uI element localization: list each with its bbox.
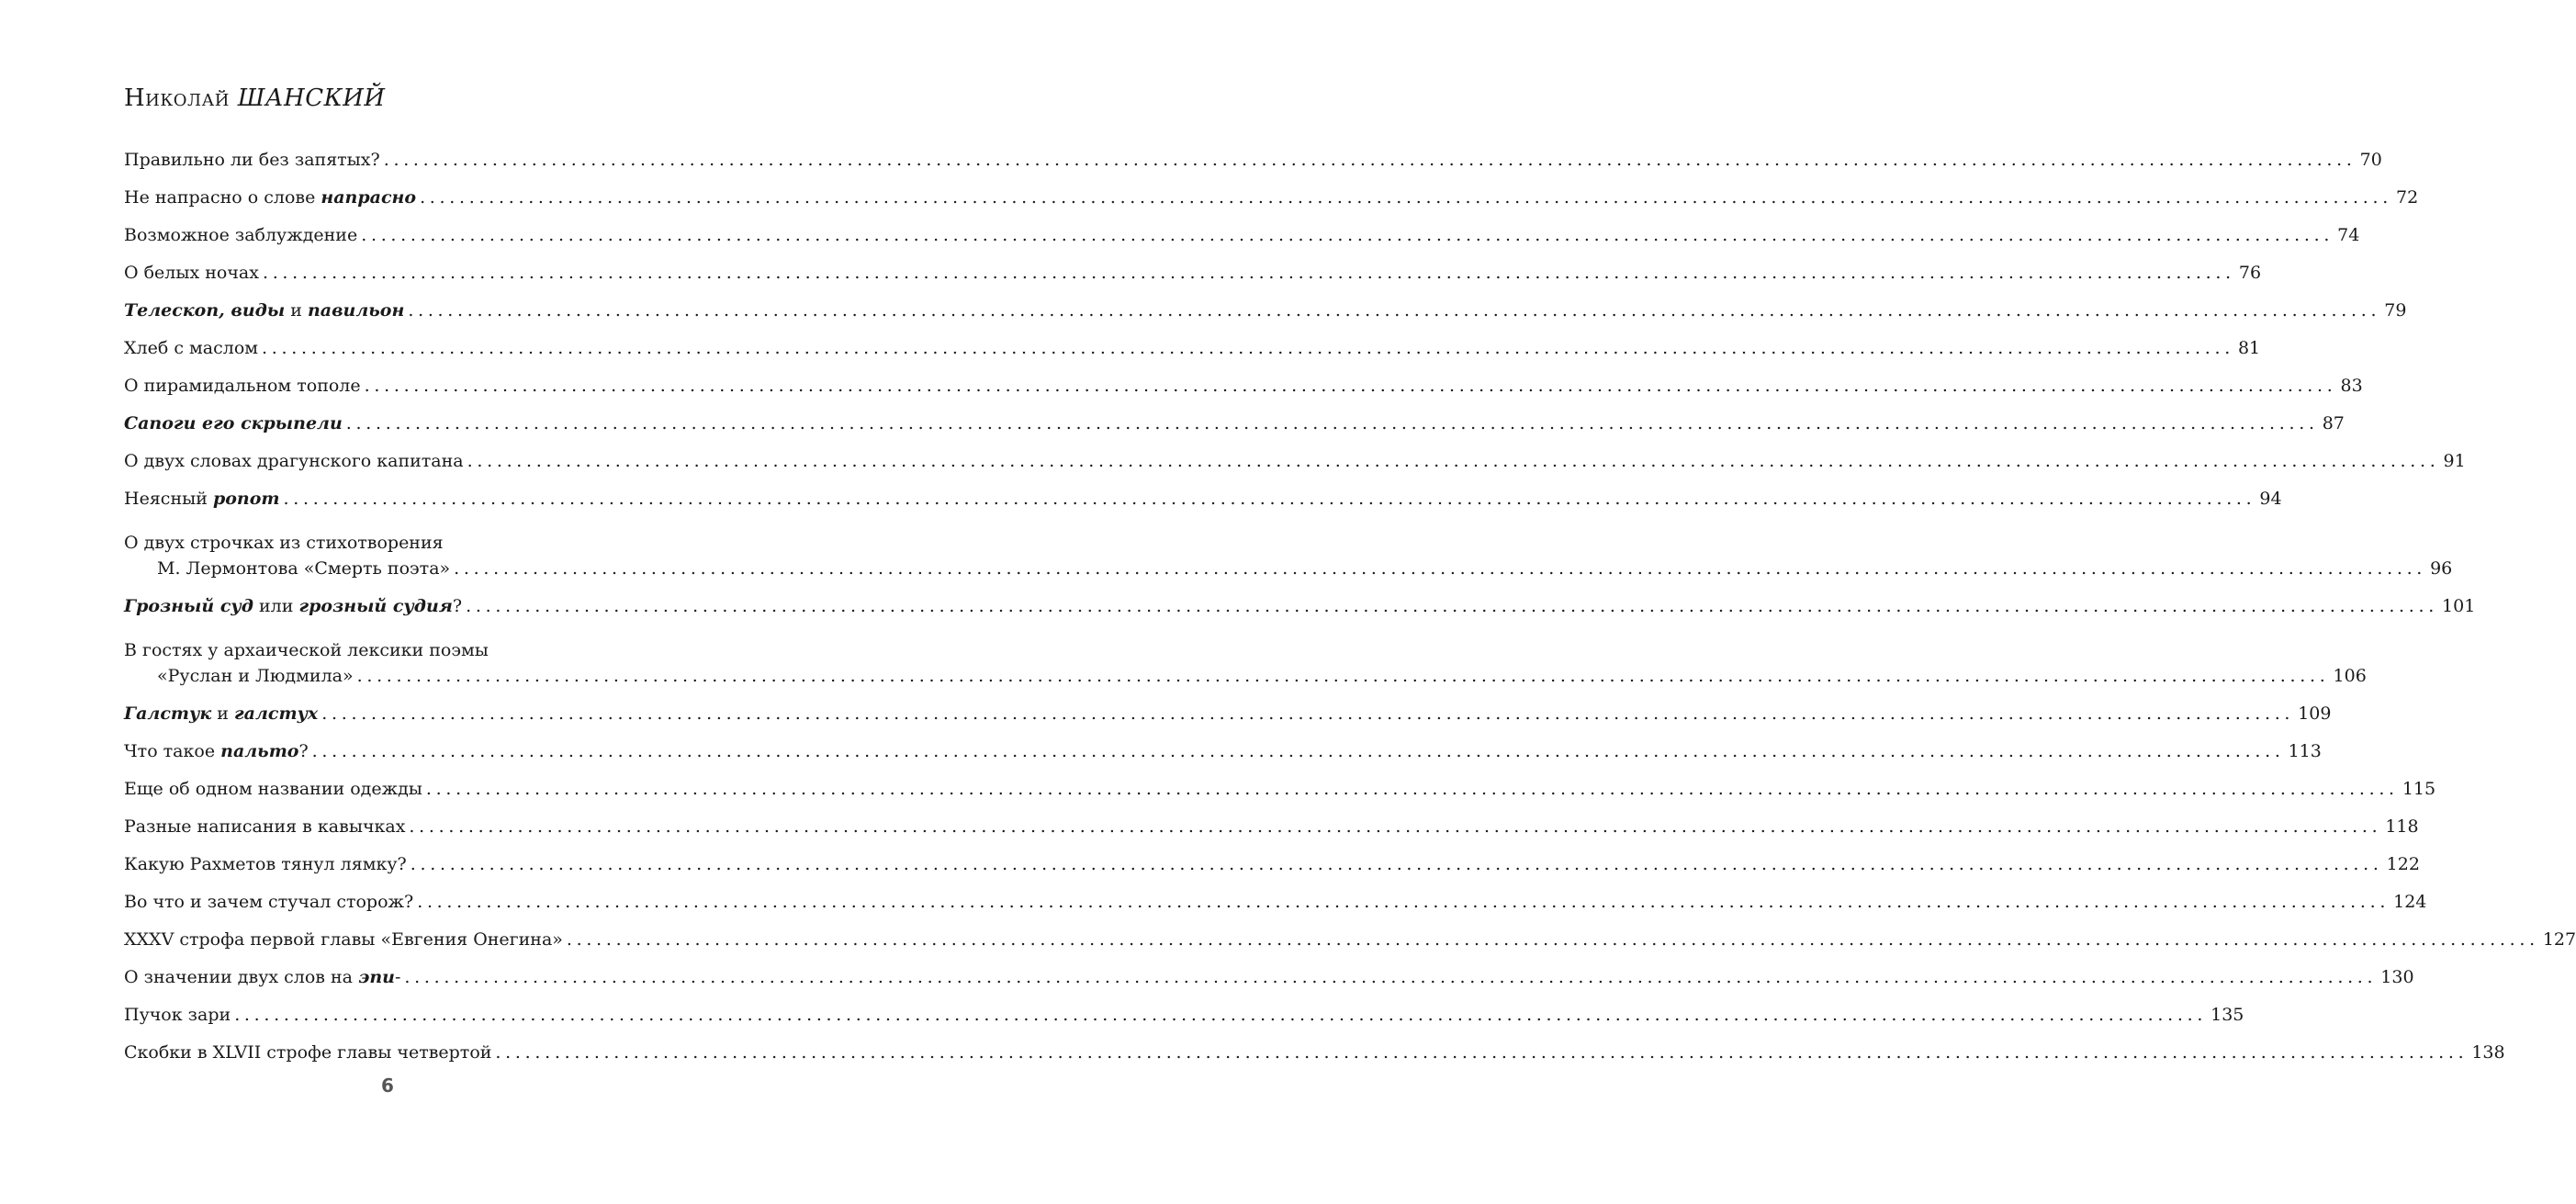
title-text: О значении двух слов на <box>124 967 359 987</box>
dot-leader: ........................................................................................................................................................................................................ <box>361 225 2334 245</box>
toc-entry <box>124 411 2345 436</box>
toc-entry-page: 91 <box>2443 451 2466 471</box>
toc-entry-title <box>124 776 422 802</box>
toc-entry <box>124 486 2282 512</box>
dot-leader: ........................................................................................................................................................................................................ <box>404 967 2378 987</box>
toc-entry-page: 109 <box>2298 703 2332 724</box>
title-emphasis: галстух <box>233 703 319 724</box>
toc-entry-line <box>124 889 2427 915</box>
dot-leader: ........................................................................................................................................................................................................ <box>495 1042 2469 1063</box>
toc-entry <box>124 927 2576 952</box>
toc-entry-page: 96 <box>2430 558 2453 579</box>
title-text: Не напрасно о слове <box>124 187 321 208</box>
toc-entry <box>124 889 2427 915</box>
toc-entry-title <box>157 556 450 581</box>
toc-entry-page: 76 <box>2238 263 2262 283</box>
toc-entry <box>124 147 2382 173</box>
title-emphasis: Телескоп, виды <box>124 300 286 321</box>
toc-entry-line <box>124 701 2332 726</box>
dot-leader: ........................................................................................................................................................................................................ <box>383 150 2357 170</box>
title-emphasis: пальто <box>220 741 299 761</box>
title-emphasis: Сапоги его скрыпели <box>124 413 343 433</box>
toc-entry <box>124 448 2466 474</box>
toc-entry-title <box>124 701 318 726</box>
dot-leader: ........................................................................................................................................................................................................ <box>364 376 2337 396</box>
toc-entry-title <box>157 663 354 689</box>
toc-entry-line <box>124 738 2322 764</box>
title-text: О белых ночах <box>124 263 259 283</box>
title-text: О двух словах драгунского капитана <box>124 451 464 471</box>
dot-leader: ........................................................................................................................................................................................................ <box>417 892 2390 912</box>
toc-entry <box>124 1040 2505 1065</box>
title-text: или <box>253 596 299 616</box>
title-emphasis: Грозный суд <box>124 596 253 616</box>
toc-entry-title <box>124 147 380 173</box>
toc-entry-page: 127 <box>2542 929 2576 950</box>
toc-entry-line <box>124 222 2360 248</box>
toc-entry <box>124 738 2322 764</box>
toc-entry <box>124 851 2420 877</box>
title-emphasis: Галстук <box>124 703 212 724</box>
toc-entry-page: 130 <box>2380 967 2414 987</box>
toc-entry-page: 79 <box>2384 300 2407 321</box>
title-emphasis: ропот <box>212 489 280 509</box>
toc-entry-line <box>124 814 2419 839</box>
toc-entry <box>124 1002 2244 1028</box>
title-text: Хлеб с маслом <box>124 338 259 358</box>
toc-entry <box>124 701 2332 726</box>
title-text: Возможное заблуждение <box>124 225 358 245</box>
title-text: XXXV строфа первой главы «Евгения Онегина» <box>124 929 563 950</box>
toc-entry-line <box>124 556 2453 581</box>
title-text: и <box>285 300 308 321</box>
toc-entry-title <box>124 486 280 512</box>
dot-leader: ........................................................................................................................................................................................................ <box>356 666 2330 686</box>
dot-leader: ........................................................................................................................................................................................................ <box>283 489 2256 509</box>
toc-entry <box>124 637 2367 689</box>
toc-entry-line <box>124 851 2420 877</box>
dot-leader: ........................................................................................................................................................................................................ <box>345 413 2319 433</box>
toc-entry <box>124 260 2262 286</box>
toc-entry <box>124 185 2419 210</box>
toc-entry-line <box>124 593 2476 619</box>
dot-leader: ........................................................................................................................................................................................................ <box>425 779 2399 799</box>
toc-entry-page: 94 <box>2259 489 2282 509</box>
title-text: Разные написания в кавычках <box>124 816 406 837</box>
toc-entry-line <box>124 927 2576 952</box>
toc-entry-title <box>124 448 464 474</box>
toc-entry-line <box>124 335 2261 361</box>
title-text: Какую Рахметов тянул лямку? <box>124 854 407 874</box>
toc-entry-page: 115 <box>2402 779 2436 799</box>
toc-entry-line <box>124 411 2345 436</box>
toc-entry-page: 113 <box>2288 741 2322 761</box>
dot-leader: ........................................................................................................................................................................................................ <box>466 596 2439 616</box>
toc-entry-page: 72 <box>2395 187 2419 208</box>
toc-entry-line <box>124 1002 2244 1028</box>
title-text: Еще об одном названии одежды <box>124 779 422 799</box>
toc-entry-page: 101 <box>2442 596 2476 616</box>
toc-entry-line <box>124 147 2382 173</box>
title-text: Во что и зачем стучал сторож? <box>124 892 414 912</box>
toc-entry-title <box>124 1040 491 1065</box>
dot-leader: ........................................................................................................................................................................................................ <box>467 451 2440 471</box>
toc-entry-line <box>124 260 2262 286</box>
toc-entry-page: 135 <box>2210 1005 2244 1025</box>
toc-entry-line <box>124 373 2363 399</box>
dot-leader: ........................................................................................................................................................................................................ <box>262 338 2234 358</box>
dot-leader: ........................................................................................................................................................................................................ <box>262 263 2235 283</box>
toc-entry <box>124 593 2476 619</box>
toc-entry <box>124 776 2436 802</box>
toc-entry-line <box>124 486 2282 512</box>
title-emphasis: павильон <box>307 300 405 321</box>
dot-leader: ........................................................................................................................................................................................................ <box>408 300 2381 321</box>
dot-leader: ........................................................................................................................................................................................................ <box>409 816 2382 837</box>
toc-entry-title <box>124 411 343 436</box>
dot-leader: ........................................................................................................................................................................................................ <box>234 1005 2208 1025</box>
toc-entry-title <box>124 738 309 764</box>
title-text: - <box>394 967 401 987</box>
toc-entry <box>124 373 2363 399</box>
toc-entry-line <box>124 185 2419 210</box>
toc-entry-title <box>124 185 416 210</box>
toc-entry-page: 124 <box>2393 892 2427 912</box>
toc-entry-title <box>124 1002 231 1028</box>
toc-entry-page: 81 <box>2237 338 2261 358</box>
title-emphasis: эпи <box>358 967 395 987</box>
toc-entry-title <box>124 927 563 952</box>
dot-leader: ........................................................................................................................................................................................................ <box>420 187 2392 208</box>
title-text: Скобки в XLVII строфе главы четвертой <box>124 1042 492 1063</box>
toc-entry-page: 83 <box>2340 376 2363 396</box>
toc-entry-title <box>124 814 405 839</box>
toc-entry-first-line: В гостях у архаической лексики поэмы <box>124 640 489 660</box>
title-text: ? <box>452 596 463 616</box>
title-text: Неясный <box>124 489 213 509</box>
toc-entry-line <box>124 298 2407 323</box>
toc-entry-title <box>124 851 407 877</box>
toc-entry-page: 106 <box>2333 666 2367 686</box>
toc-entry-title <box>124 335 258 361</box>
dot-leader: ........................................................................................................................................................................................................ <box>321 703 2295 724</box>
toc-entry-page: 138 <box>2471 1042 2505 1063</box>
title-emphasis: напрасно <box>321 187 417 208</box>
toc-entry <box>124 814 2419 839</box>
toc-entry-title <box>124 593 462 619</box>
toc-entry-page: 87 <box>2322 413 2345 433</box>
page-number: 6 <box>381 1075 394 1097</box>
title-text: Что такое <box>124 741 221 761</box>
title-text: М. Лермонтова «Смерть поэта» <box>157 558 451 579</box>
toc-entry <box>124 964 2414 990</box>
toc-entry-first-line: О двух строчках из стихотворения <box>124 533 444 553</box>
dot-leader: ........................................................................................................................................................................................................ <box>410 854 2383 874</box>
dot-leader: ........................................................................................................................................................................................................ <box>454 558 2427 579</box>
toc-entry-line <box>124 663 2367 689</box>
toc-entry-line <box>124 448 2466 474</box>
author-last-name: ШАНСКИЙ <box>237 84 386 112</box>
toc-entry-line <box>124 776 2436 802</box>
toc-entry <box>124 222 2360 248</box>
title-text: Пучок зари <box>124 1005 231 1025</box>
toc-entry-title <box>124 222 357 248</box>
toc-entry-title <box>124 298 404 323</box>
toc-entry <box>124 335 2261 361</box>
toc-entry-page: 74 <box>2337 225 2360 245</box>
toc-entry-line <box>124 964 2414 990</box>
running-header <box>124 84 386 112</box>
toc-entry-title <box>124 889 413 915</box>
toc-entry-title <box>124 373 361 399</box>
toc-entry <box>124 530 2453 581</box>
toc-entry-page: 70 <box>2359 150 2382 170</box>
table-of-contents <box>124 147 2576 1065</box>
dot-leader: ........................................................................................................................................................................................................ <box>566 929 2539 950</box>
title-text: ? <box>298 741 309 761</box>
toc-entry-page: 122 <box>2386 854 2420 874</box>
title-text: и <box>211 703 234 724</box>
dot-leader: ........................................................................................................................................................................................................ <box>311 741 2285 761</box>
title-text: «Руслан и Людмила» <box>157 666 354 686</box>
title-text: Правильно ли без запятых? <box>124 150 380 170</box>
toc-entry-title <box>124 260 259 286</box>
author-first-name: Николай <box>124 84 230 112</box>
title-emphasis: грозный судия <box>298 596 453 616</box>
toc-entry-page: 118 <box>2385 816 2419 837</box>
toc-entry-line <box>124 1040 2505 1065</box>
toc-entry <box>124 298 2407 323</box>
toc-entry-title <box>124 964 400 990</box>
title-text: О пирамидальном тополе <box>124 376 361 396</box>
